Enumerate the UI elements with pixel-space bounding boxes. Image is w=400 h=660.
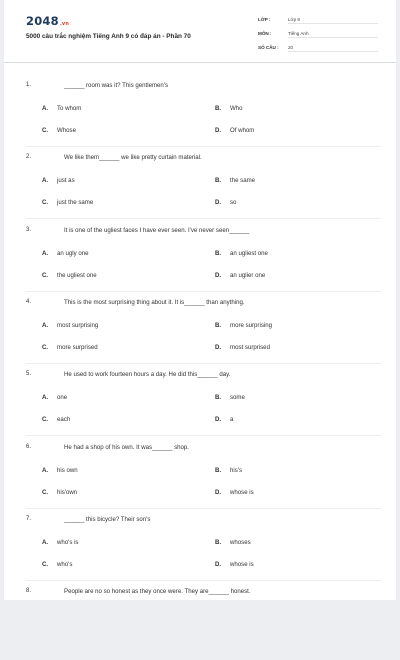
answer-option[interactable] <box>42 416 70 423</box>
option-text: an ugly one <box>57 249 89 257</box>
question-text: He used to work fourteen hours a day. He did this______ day. <box>64 371 231 379</box>
answer-option[interactable] <box>215 489 254 496</box>
option-letter: C. <box>42 199 49 207</box>
answer-option[interactable] <box>42 177 75 184</box>
option-text: Who <box>230 105 243 112</box>
answer-option[interactable] <box>42 199 93 206</box>
question-divider <box>26 218 381 219</box>
answer-option[interactable] <box>215 539 251 546</box>
option-text: whose is <box>230 488 254 496</box>
option-text: most surprising <box>57 321 99 329</box>
option-letter: C. <box>42 560 49 568</box>
answer-option[interactable] <box>215 177 255 184</box>
option-letter: D. <box>215 560 222 568</box>
question-number: 1. <box>26 82 32 88</box>
option-letter: D. <box>215 271 222 279</box>
question-divider <box>26 508 381 509</box>
document-header <box>4 0 396 63</box>
question-text: We like them______ we like pretty curtain material. <box>64 154 202 162</box>
option-text: just as <box>57 177 75 185</box>
question-5 <box>4 371 396 443</box>
document-title: 5000 câu trắc nghiệm Tiếng Anh 9 có đáp án - Phần 70 <box>26 33 191 40</box>
question-number: 7. <box>26 515 32 522</box>
meta-class-value: Lớp 9 <box>288 17 378 24</box>
question-divider <box>26 291 381 292</box>
answer-option[interactable] <box>42 467 78 474</box>
answer-option[interactable] <box>215 127 254 134</box>
option-letter: D. <box>215 488 222 496</box>
option-text: whose is <box>230 560 254 568</box>
option-letter: B. <box>215 105 222 112</box>
question-divider <box>26 363 381 364</box>
option-letter: A. <box>42 105 49 112</box>
answer-option[interactable] <box>215 199 236 206</box>
option-text: the same <box>230 177 256 185</box>
option-text: an ugliest one <box>230 249 268 257</box>
answer-option[interactable] <box>42 489 77 496</box>
answer-option[interactable] <box>215 561 254 568</box>
answer-option[interactable] <box>42 105 81 112</box>
answer-option[interactable] <box>215 416 233 423</box>
option-text: more surprised <box>57 343 98 351</box>
site-logo[interactable] <box>26 14 69 28</box>
question-4 <box>4 299 396 371</box>
question-number: 5. <box>26 371 32 378</box>
question-8 <box>4 588 396 660</box>
question-number: 3. <box>26 226 32 233</box>
option-letter: C. <box>42 127 49 134</box>
question-number: 2. <box>26 154 32 161</box>
option-text: one <box>57 394 68 402</box>
answer-option[interactable] <box>215 344 270 351</box>
option-letter: B. <box>215 249 222 257</box>
option-letter: A. <box>42 394 49 402</box>
question-3 <box>4 227 396 299</box>
question-number: 4. <box>26 298 32 305</box>
option-text: each <box>57 416 71 424</box>
option-text: whoses <box>230 538 251 546</box>
option-text: most surprised <box>230 343 270 351</box>
option-letter: A. <box>42 249 49 257</box>
question-7 <box>4 516 396 588</box>
option-letter: D. <box>215 199 222 207</box>
answer-option[interactable] <box>215 467 242 474</box>
option-letter: A. <box>42 177 49 185</box>
question-divider <box>26 435 381 436</box>
option-text: who's <box>57 560 73 568</box>
question-text: He had a shop of his own. It was______ shop. <box>64 443 190 451</box>
answer-option[interactable] <box>215 394 245 401</box>
option-text: so <box>230 199 237 207</box>
question-text: This is the most surprising thing about it. It is______ than anything. <box>64 298 245 306</box>
answer-option[interactable] <box>42 272 97 279</box>
document-page <box>4 0 396 600</box>
answer-option[interactable] <box>215 105 243 112</box>
option-text: some <box>230 394 245 402</box>
meta-class-label: LỚP : <box>258 17 271 22</box>
option-letter: B. <box>215 321 222 329</box>
option-letter: C. <box>42 416 49 424</box>
option-text: an uglier one <box>230 271 266 279</box>
option-letter: A. <box>42 538 49 546</box>
question-number: 6. <box>26 443 32 450</box>
question-text: ______ room was it? This gentlemen's <box>64 82 169 89</box>
answer-option[interactable] <box>42 250 89 257</box>
logo-text: 2048 <box>26 14 59 28</box>
option-text: more surprising <box>230 321 272 329</box>
answer-option[interactable] <box>42 561 72 568</box>
option-letter: C. <box>42 271 49 279</box>
option-letter: D. <box>215 343 222 351</box>
meta-subject-value: Tiếng Anh <box>288 31 378 38</box>
meta-count-label: SỐ CÂU : <box>258 45 279 50</box>
option-text: his's <box>230 466 243 474</box>
answer-option[interactable] <box>215 250 268 257</box>
question-divider <box>26 146 381 147</box>
option-letter: B. <box>215 177 222 185</box>
meta-subject-label: MÔN : <box>258 31 272 36</box>
option-letter: C. <box>42 488 49 496</box>
option-text: his'own <box>57 488 78 496</box>
option-letter: B. <box>215 394 222 402</box>
answer-option[interactable] <box>42 394 67 401</box>
question-number: 8. <box>26 588 32 595</box>
option-letter: D. <box>215 127 222 134</box>
answer-option[interactable] <box>42 344 98 351</box>
option-text: a <box>230 416 234 424</box>
option-text: Whose <box>57 127 76 134</box>
option-text: just the same <box>57 199 94 207</box>
option-letter: B. <box>215 538 222 546</box>
answer-option[interactable] <box>215 322 272 329</box>
question-text: It is one of the ugliest faces I have ever seen. I've never seen______ <box>64 226 250 234</box>
answer-option[interactable] <box>42 539 78 546</box>
option-letter: D. <box>215 416 222 424</box>
answer-option[interactable] <box>215 272 265 279</box>
meta-count-value: 20 <box>288 45 378 52</box>
answer-option[interactable] <box>42 322 98 329</box>
question-6 <box>4 444 396 516</box>
option-letter: C. <box>42 343 49 351</box>
question-text: ______ this bicycle? Their son's <box>64 515 151 523</box>
question-1 <box>4 82 396 154</box>
option-letter: A. <box>42 466 49 474</box>
option-text: Of whom <box>230 127 255 134</box>
option-text: To whom <box>57 105 82 112</box>
question-2 <box>4 154 396 226</box>
option-text: his own <box>57 466 78 474</box>
option-text: who's is <box>57 538 79 546</box>
option-letter: A. <box>42 321 49 329</box>
option-text: the ugliest one <box>57 271 97 279</box>
logo-suffix: .vn <box>59 21 70 27</box>
question-divider <box>26 580 381 581</box>
answer-option[interactable] <box>42 127 76 134</box>
option-letter: B. <box>215 466 222 474</box>
question-text: People are no so honest as they once were. They are______ honest. <box>64 588 251 596</box>
